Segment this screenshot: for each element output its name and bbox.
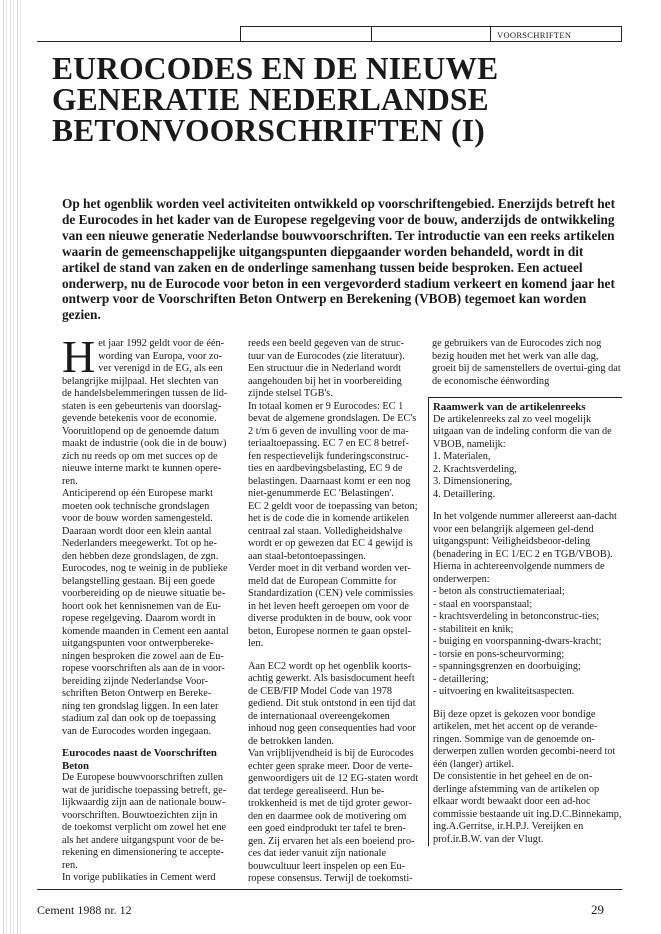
list-item: - stabiliteit en knik; [433,623,514,635]
series-framework-box [428,397,622,846]
list-item: - beton als constructiemateriaal; [433,586,565,597]
page-number: 29 [591,902,604,917]
paragraph: De Europese bouwvoorschriften zullen wat de juridische toepassing betreft, ge-lijkwaardig zijn aan de nationale bouw-voorschriften. Bouwtoezichten zijn in de toekomst verplicht om zowel het ene als het andere uitgangspunt voor de be-rekening en dimensionering te accepte-ren. [62,772,227,871]
paragraph: Aan EC2 wordt op het ogenblik koorts-achtig gewerkt. Als basisdocument heeft de CEB/FIP Model Code van 1978 gediend. Dit stuk ontstond in een tijd dat de internationaal overeengekomen inhoud nog geen consequenties had voor de betrokken landen. [248,660,416,747]
paragraph: ge gebruikers van de Eurocodes zich nog bezig houden met het werk van alle dag, groeit bij de samenstellers de overtui-ging dat de economische éénwording [432,338,621,387]
paragraph: De consistentie in het geheel en de on-derlinge afstemming van de artikelen op elkaar wordt bewaakt door een ad-hoc commissie bestaande uit ing.D.C.Binnekamp, ing.A.Gerritse, ir.H.P.J. Vereijken en prof.ir.B.W. van der Vlugt. [433,771,622,845]
column-left [62,331,229,885]
paragraph-text: et jaar 1992 geldt voor de één-wording van Europa, voor zo-ver verenigd in de EG, als een belangrijke mijlpaal. Het slechten van de handelsbelemmeringen tussen de lid-staten is een gebeurtenis van doorslag-gevende betekenis voor de economie. Vooruitlopend op de genoemde datum maakt de industrie (ook die in de bouw) zich nu reeds op om met succes op de nieuwe interne markt te kunnen opere-ren. [62,338,228,487]
paragraph: In het volgende nummer allereerst aan-dacht voor een belangrijk algemeen gel-dend uitgangspunt: Veiligheidsbeoor-deling (benadering in EC 1/EC 2 en TGB/VBOB). [433,511,617,560]
list-item: 4. Detaillering. [433,488,496,500]
paragraph: Van vrijblijvendheid is bij de Eurocodes echter geen sprake meer. Door de verte-genwoordigers uit de 12 EG-staten wordt dat terdege gerealiseerd. Hun be-trokkenheid is met de tijd groter gewor-den en daarmee ook de motivering om een goed eindprodukt ter tafel te bren-gen. Zij ervaren het als een boeiend pro-ces dat ieder vanuit zijn nationale bouwcultuur leert inspelen op een Eu-ropese consensus. Terwijl de toekomsti- [248,748,419,884]
paragraph: Bij deze opzet is gekozen voor bondige artikelen, met het accent op de verande-ringen. Sommige van de genoemde on-derwerpen zullen worden gecombi-neerd tot één (langer) artikel. [433,708,616,770]
section-label: VOORSCHRIFTEN [497,30,572,40]
list-item: - detaillering; [433,673,489,685]
paragraph: Anticiperend op één Europese markt moeten ook technische grondslagen voor de bouw worden samengesteld. Daaraan wordt door een klein aantal Nederlanders meegewerkt. Tot op he-den hebben deze grondslagen, de zgn. Eurocodes, nog te weinig in de publieke belangstelling gestaan. Bij een goede voorbereiding op de nieuwe situatie be-hoort ook het kennisnemen van de Eu-ropese regelgeving. Daarom wordt in komende maanden in Cement een aantal uitgangspunten voor ontwerpbereke-ningen besproken die zowel aan de Eu-ropese voorschriften als aan de in voor-bereiding zijnde Nederlandse Voor-schriften Beton Ontwerp en Bereke-ning ten grondslag liggen. In een later stadium zal dan ook op de toepassing van de Eurocodes worden ingegaan. [62,488,229,737]
top-rule [37,41,622,42]
list-item: - krachtsverdeling in betonconstruc-ties; [433,611,600,622]
list-item: - spanningsgrenzen en doorbuiging; [433,661,581,672]
paragraph: reeds een beeld gegeven van de struc-tuur van de Eurocodes (zie literatuur). Een structuur die in Nederland wordt aangehouden bij het in voorbereiding zijnde stelsel TGB's. [248,338,405,399]
binding-edge [0,0,24,934]
footer-source: Cement 1988 nr. 12 [37,903,132,917]
drop-cap: H [62,331,96,382]
header-cell [241,27,372,41]
article-intro: Op het ogenblik worden veel activiteiten ontwikkeld op voorschriftengebied. Enerzijds betreft het de Eurocodes in het kader van de Europese regelgeving voor de bouw, anderzijds de ontwikkeling van een nieuwe generatie Nederlandse bouwvoorschriften. Ter introductie van een reeks artikelen waarin de gemeenschappelijke uitgangspunten diepgaander worden behandeld, wordt in dit artikel de stand van zaken en de onderlinge samenhang tussen beide besproken. Een actueel onderwerp, nu de Eurocode voor beton in een vergevorderd stadium verkeert en komend jaar het ontwerp voor de Voorschriften Beton Ontwerp en Berekening (VBOB) tegemoet kan worden gezien. [62,196,616,323]
paragraph: Hierna in achtereenvolgende nummers de onderwerpen: [433,561,605,585]
list-item: 2. Krachtsverdeling, [433,463,517,475]
list-item: - uitvoering en kwaliteitsaspecten. [433,686,575,697]
list-item: 3. Dimensionering, [433,476,513,487]
list-item: - torsie en pons-scheurvorming; [433,648,565,660]
article-title: EUROCODES EN DE NIEUWE GENERATIE NEDERLANDSE BETONVOORSCHRIFTEN (I) [52,51,499,148]
paragraph: Verder moet in dit verband worden ver-meld dat de European Committe for Standardization (CEN) vele commissies in het leven heeft geroepen om voor de diverse produkten in de bouw, ook voor beton, Europese normen te gaan opstel-len. [248,563,413,649]
bottom-rule [37,889,622,890]
paragraph: De artikelenreeks zal zo veel mogelijk uitgaan van de indeling conform die van de VBOB, namelijk: [433,413,612,450]
subheading: Eurocodes naast de Voorschriften Beton [62,747,217,772]
paragraph: EC 2 geldt voor de toepassing van beton; het is de code die in komende artikelen centraal zal staan. Volledigheidshalve wordt er op gewezen dat EC 4 gewijd is aan staal-betontoepassingen. [248,500,418,562]
list-item: - staal en voorspanstaal; [433,598,533,610]
paragraph: In vorige publikaties in Cement werd [62,872,216,883]
column-right [432,338,622,846]
header-cell [372,27,491,41]
box-heading: Raamwerk van de artikelenreeks [433,401,586,413]
column-middle [248,338,420,886]
paragraph: In totaal komen er 9 Eurocodes: EC 1 bevat de algemene grondslagen. De EC's 2 t/m 6 geven de invulling voor de ma-teriaaltoepassing. EC 7 en EC 8 betref-fen respectievelijk funderingsconstruc-ties en aardbevingsbelasting, EC 9 de belastingen. Daarnaast komt er een nog niet-genummerde EC 'Belastingen'. [248,400,417,499]
list-item: 1. Materialen, [433,451,491,462]
first-paragraph [62,331,229,488]
list-item: - buiging en voorspanning-dwars-kracht; [433,636,602,647]
section-header-bar [240,26,622,42]
